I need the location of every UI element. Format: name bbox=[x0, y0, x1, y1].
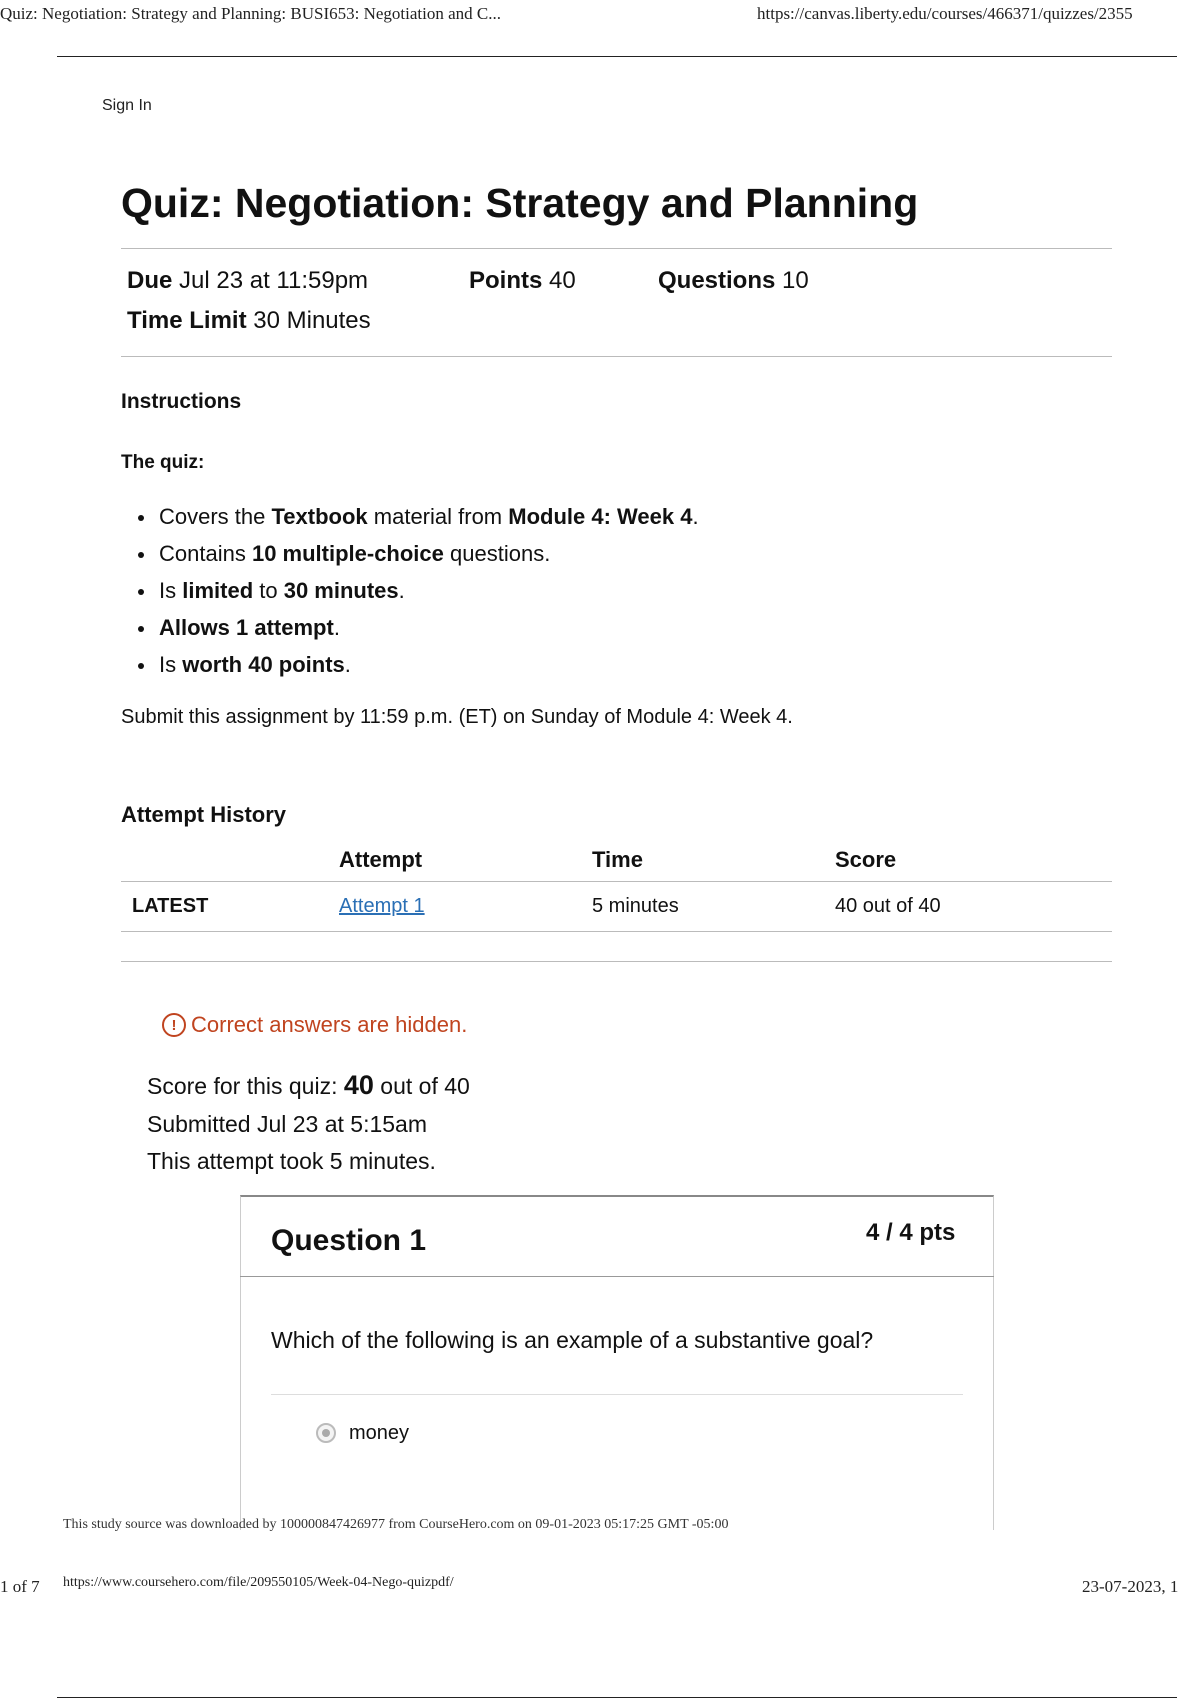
meta-divider bbox=[121, 356, 1112, 357]
exclamation-circle-icon: ! bbox=[162, 1013, 186, 1037]
question-text: Which of the following is an example of a substantive goal? bbox=[271, 1327, 874, 1353]
title-divider bbox=[121, 248, 1112, 249]
due-value: Jul 23 at 11:59pm bbox=[179, 267, 369, 294]
instructions-list bbox=[138, 503, 699, 688]
attempt-time: 5 minutes bbox=[592, 895, 679, 917]
question-divider bbox=[271, 1394, 963, 1395]
footer-date: 23-07-2023, 1 bbox=[1082, 1577, 1179, 1596]
page-title: Quiz: Negotiation: Strategy and Planning bbox=[121, 180, 919, 226]
answers-hidden-notice bbox=[162, 1012, 467, 1038]
attempt-score: 40 out of 40 bbox=[835, 895, 941, 917]
points-label: Points bbox=[469, 267, 543, 294]
list-item: Allows 1 attempt. bbox=[138, 614, 699, 651]
answers-hidden-text: Correct answers are hidden. bbox=[191, 1012, 468, 1037]
section-divider bbox=[121, 961, 1112, 962]
quiz-score: Score for this quiz: 40 out of 40 bbox=[147, 1070, 470, 1100]
questions-value: 10 bbox=[782, 267, 809, 294]
print-header-title: Quiz: Negotiation: Strategy and Planning: BUSI653: Negotiation and C... bbox=[0, 4, 501, 23]
print-header-url: https://canvas.liberty.edu/courses/466371/quizzes/2355 bbox=[757, 4, 1133, 23]
instructions-lead: The quiz: bbox=[121, 452, 205, 473]
submitted-time: Submitted Jul 23 at 5:15am bbox=[147, 1111, 427, 1137]
answer-radio[interactable] bbox=[316, 1423, 336, 1443]
sign-in-link[interactable]: Sign In bbox=[102, 97, 152, 114]
table-row-divider bbox=[121, 931, 1112, 932]
attempt-1-link[interactable]: Attempt 1 bbox=[339, 895, 425, 917]
page-number: 1 of 7 bbox=[0, 1577, 40, 1596]
time-limit-info bbox=[127, 307, 371, 335]
column-header-time: Time bbox=[592, 847, 643, 872]
quiz-score-value: 40 bbox=[343, 1070, 374, 1100]
footer-rule bbox=[57, 1697, 1177, 1698]
due-label: Due bbox=[127, 267, 173, 294]
table-header-divider bbox=[121, 881, 1112, 882]
column-header-score: Score bbox=[835, 847, 897, 872]
list-item: Is worth 40 points. bbox=[138, 651, 699, 688]
list-item: Contains 10 multiple-choice questions. bbox=[138, 540, 699, 577]
latest-label: LATEST bbox=[132, 895, 209, 917]
list-item: Covers the Textbook material from Module 4: Week 4. bbox=[138, 503, 699, 540]
instructions-heading: Instructions bbox=[121, 390, 242, 413]
attempt-history-heading: Attempt History bbox=[121, 802, 287, 827]
column-header-attempt: Attempt bbox=[339, 847, 423, 872]
questions-info bbox=[658, 267, 809, 295]
print-header-rule bbox=[57, 56, 1177, 57]
attempt-duration: This attempt took 5 minutes. bbox=[147, 1148, 436, 1174]
time-limit-value: 30 Minutes bbox=[253, 307, 371, 334]
points-value: 40 bbox=[549, 267, 576, 294]
list-item: Is limited to 30 minutes. bbox=[138, 577, 699, 614]
question-points: 4 / 4 pts bbox=[866, 1219, 956, 1246]
question-header-divider bbox=[240, 1276, 994, 1277]
submit-note: Submit this assignment by 11:59 p.m. (ET) on Sunday of Module 4: Week 4. bbox=[121, 706, 793, 728]
points-info bbox=[469, 267, 576, 295]
answer-label: money bbox=[349, 1422, 410, 1444]
time-limit-label: Time Limit bbox=[127, 307, 247, 334]
download-watermark: This study source was downloaded by 100000847426977 from CourseHero.com on 09-01-2023 05:17:25 GMT -05:00 bbox=[63, 1517, 729, 1532]
questions-label: Questions bbox=[658, 267, 776, 294]
question-title: Question 1 bbox=[271, 1224, 427, 1257]
footer-url: https://www.coursehero.com/file/209550105/Week-04-Nego-quizpdf/ bbox=[63, 1575, 454, 1590]
due-info bbox=[127, 267, 368, 295]
